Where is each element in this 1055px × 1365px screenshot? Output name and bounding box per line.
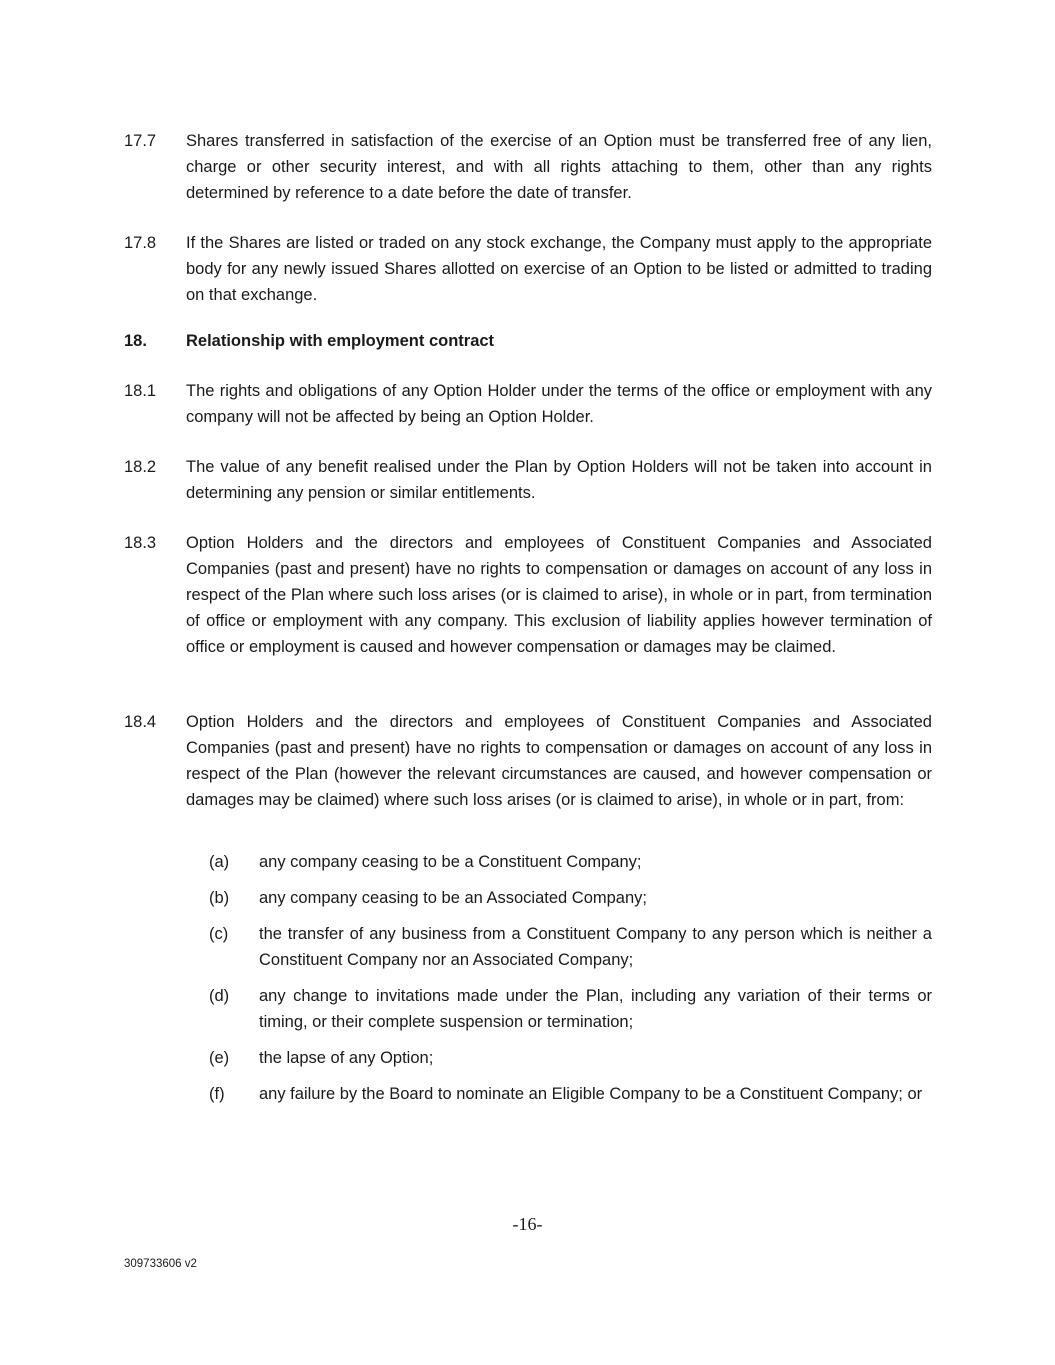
sub-item-d	[209, 983, 932, 1035]
sub-item-text: the transfer of any business from a Constituent Company to any person which is neither a Constituent Company nor an Associated Company;	[259, 925, 932, 969]
clause-text: The value of any benefit realised under the Plan by Option Holders will not be taken into account in determining any pension or similar entitlements.	[186, 458, 932, 502]
clause-18-2	[124, 454, 932, 506]
clause-text: Option Holders and the directors and employees of Constituent Companies and Associated Companies (past and present) have no rights to compensation or damages on account of any loss in respect of the Plan where such loss arises (or is claimed to arise), in whole or in part, from termination of office or employment with any company. This exclusion of liability applies however termination of office or employment is caused and however compensation or damages may be claimed.	[186, 534, 932, 656]
clause-17-7	[124, 128, 932, 206]
clause-number: 18.1	[124, 382, 157, 400]
sub-item-text: the lapse of any Option;	[259, 1049, 434, 1067]
sub-item-label: (a)	[209, 853, 230, 871]
clause-number: 17.7	[124, 132, 157, 150]
clause-text: Option Holders and the directors and employees of Constituent Companies and Associated Companies (past and present) have no rights to compensation or damages on account of any loss in respect of the Plan (however the relevant circumstances are caused, and however compensation or damages may be claimed) where such loss arises (or is claimed to arise), in whole or in part, from:	[186, 713, 932, 809]
clause-number: 17.8	[124, 234, 157, 252]
sub-item-c	[209, 921, 932, 973]
sub-item-e	[209, 1045, 932, 1071]
section-number: 18.	[124, 332, 147, 350]
sub-item-label: (c)	[209, 925, 229, 943]
sub-item-label: (d)	[209, 987, 230, 1005]
clause-text: If the Shares are listed or traded on any stock exchange, the Company must apply to the appropriate body for any newly issued Shares allotted on exercise of an Option to be listed or admitted to trading on that exchange.	[186, 234, 932, 304]
sub-item-a	[209, 849, 932, 875]
sub-item-label: (b)	[209, 889, 230, 907]
clause-number: 18.4	[124, 713, 157, 731]
sub-item-b	[209, 885, 932, 911]
sub-item-f	[209, 1081, 932, 1107]
clause-number: 18.3	[124, 534, 157, 552]
sub-item-text: any failure by the Board to nominate an Eligible Company to be a Constituent Company; or	[259, 1085, 923, 1103]
sub-item-text: any change to invitations made under the Plan, including any variation of their terms or timing, or their complete suspension or termination;	[259, 987, 932, 1031]
sub-item-text: any company ceasing to be an Associated Company;	[259, 889, 647, 907]
sub-item-text: any company ceasing to be a Constituent Company;	[259, 853, 642, 871]
clause-17-8	[124, 230, 932, 308]
clause-18-4	[124, 709, 932, 813]
clause-18-3	[124, 530, 932, 660]
clause-18-1	[124, 378, 932, 430]
clause-number: 18.2	[124, 458, 157, 476]
document-reference: 309733606 v2	[124, 1258, 197, 1270]
sub-item-label: (f)	[209, 1085, 225, 1103]
sub-item-label: (e)	[209, 1049, 230, 1067]
clause-text: The rights and obligations of any Option Holder under the terms of the office or employment with any company will not be affected by being an Option Holder.	[186, 382, 932, 426]
section-title: Relationship with employment contract	[186, 332, 495, 350]
section-heading-18	[124, 328, 932, 354]
page-number: -16-	[512, 1214, 543, 1234]
clause-text: Shares transferred in satisfaction of the exercise of an Option must be transferred free of any lien, charge or other security interest, and with all rights attaching to them, other than any rights determined by reference to a date before the date of transfer.	[186, 132, 932, 202]
